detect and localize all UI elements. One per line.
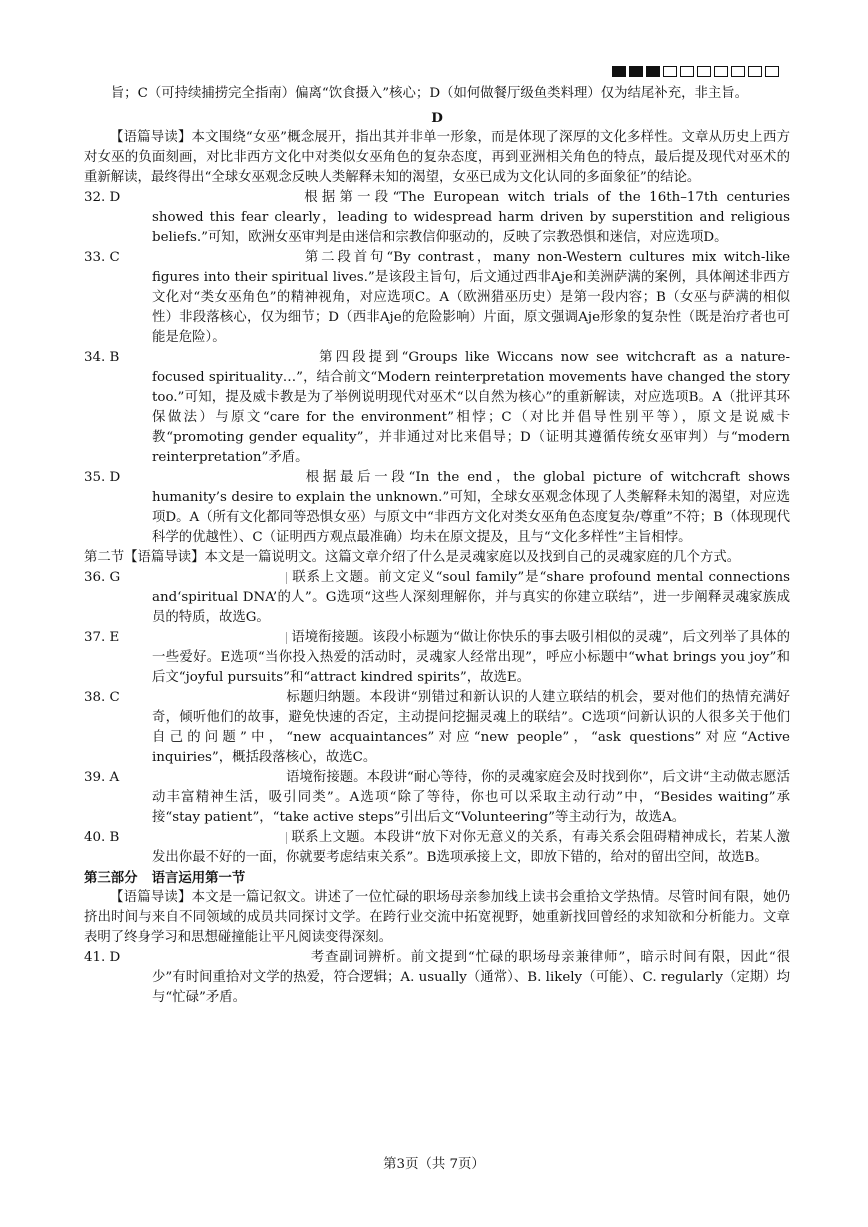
- answer-item-33: [84, 248, 790, 348]
- answer-explanation: 语境衔接题。该段小标题为“做让你快乐的事去吸引相似的灵魂”，后文列举了具体的一些爱好。E选项“当你投入热爱的活动时，灵魂家人经常出现”，呼应小标题中“what brings you joy”和后文“joyful pursuits”和“attract kindred spirits”，故选E。: [152, 630, 790, 685]
- answer-item-39: [84, 768, 790, 828]
- answer-item-37: [84, 628, 790, 688]
- answer-number: 41. D: [84, 950, 121, 965]
- answer-number: 37. E: [84, 630, 120, 645]
- answer-item-32: [84, 188, 790, 248]
- answer-explanation: 语境衔接题。本段讲“耐心等待，你的灵魂家庭会及时找到你”，后文讲“主动做志愿活动丰富精神生活，吸引同类”。A选项“除了等待，你也可以采取主动行动”中，“Besides waiting”承接“stay patient”，“take active steps”引出后文“Volunteering”等主动行为，故选A。: [152, 770, 790, 825]
- answer-explanation: 第二段首句“By contrast，many non-Western cultures mix witch-like figures into their spiritual lives.”是该段主旨句，后文通过西非Aje和美洲萨满的案例，具体阐述非西方文化对“类女巫角色”的精神视角，对应选项C。A（欧洲猎巫历史）是第一段内容；B（女巫与萨满的相似性）非段落核心，仅为细节；D（西非Aje的危险影响）片面，原文强调Aje形象的复杂性（既是治疗者也可能是危险）。: [152, 250, 790, 345]
- answer-explanation: 根据第一段“The European witch trials of the 16th–17th centuries showed this fear clearly，leading to widespread harm driven by superstition and religious beliefs.”可知，欧洲女巫审判是由迷信和宗教信仰驱动的，反映了宗教恐惧和迷信，对应选项D。: [152, 190, 790, 245]
- answer-item-41: [84, 948, 790, 1008]
- answer-item-34: [84, 348, 790, 468]
- page-progress-indicator: [612, 66, 779, 77]
- progress-square-empty: [714, 66, 728, 77]
- answer-number: 33. C: [84, 250, 120, 265]
- progress-square-empty: [680, 66, 694, 77]
- progress-square-empty: [697, 66, 711, 77]
- part-d-heading: D: [431, 110, 443, 126]
- answer-explanation: 根据最后一段“In the end，the global picture of witchcraft shows humanity’s desire to explain the unknown.”可知，全球女巫观念体现了人类解释未知的渴望，对应选项D。A（所有文化都同等恐惧女巫）与原文中“非西方文化对类女巫角色态度复杂/尊重”不符；B（体现现代科学的优越性）、C（证明西方观点最准确）均未在原文提及，且与“文化多样性”主旨相悖。: [152, 470, 790, 545]
- page-content: [84, 84, 790, 1008]
- progress-square-filled: [646, 66, 660, 77]
- answer-number: 34. B: [84, 350, 120, 365]
- previous-answer-continuation: 旨；C（可持续捕捞完全指南）偏离“饮食摄入”核心；D（如何做餐厅级鱼类料理）仅为结尾补充，非主旨。: [110, 86, 749, 101]
- part3-answers: [84, 948, 790, 1008]
- section2-label: 第二节: [84, 550, 125, 565]
- answer-item-35: [84, 468, 790, 548]
- answer-number: 38. C: [84, 690, 120, 705]
- answer-item-36: [84, 568, 790, 628]
- answer-number: 32. D: [84, 190, 121, 205]
- answer-explanation: 考查副词辨析。前文提到“忙碌的职场母亲兼律师”，暗示时间有限，因此“很少”有时间重拾对文学的热爱，符合逻辑；A. usually（通常）、B. likely（可能）、C. regularly（定期）均与“忙碌”矛盾。: [152, 950, 790, 1005]
- answer-number: 39. A: [84, 770, 120, 785]
- answer-number: 40. B: [84, 830, 120, 845]
- part3-heading: [84, 868, 790, 888]
- part3-subtitle: 语言运用第一节: [151, 870, 246, 886]
- part-d-answers: [84, 188, 790, 548]
- part-d-guide: 【语篇导读】本文围绕“女巫”概念展开，指出其并非单一形象，而是体现了深厚的文化多样性。文章从历史上西方对女巫的负面刻画，对比非西方文化中对类似女巫角色的复杂态度，再到亚洲相关角色的特点，最后提及现代对巫术的重新解读，最终得出“全球女巫观念反映人类解释未知的渴望，女巫已成为文化认同的多面象征”的结论。: [84, 130, 790, 185]
- answer-explanation: 标题归纳题。本段讲“别错过和新认识的人建立联结的机会，要对他们的热情充满好奇，倾听他们的故事，避免快速的否定，主动提问挖掘灵魂上的联结”。C选项“问新认识的人很多关于他们自己的问题”中，“new acquaintances”对应“new people”，“ask questions”对应“Active inquiries”，概括段落核心，故选C。: [152, 690, 790, 765]
- part3-guide: 【语篇导读】本文是一篇记叙文。讲述了一位忙碌的职场母亲参加线上读书会重拾文学热情。尽管时间有限，她仍挤出时间与来自不同领域的成员共同探讨文学。在跨行业交流中拓宽视野，她重新找回曾经的求知欲和分析能力。文章表明了终身学习和思想碰撞能让平凡阅读变得深刻。: [84, 890, 790, 945]
- page-number-footer: 第3页（共 7页）: [383, 1157, 485, 1172]
- progress-square-empty: [765, 66, 779, 77]
- progress-square-empty: [748, 66, 762, 77]
- answer-explanation: 第四段提到“Groups like Wiccans now see witchcraft as a nature-focused spirituality…”，结合前文“Modern reinterpretation movements have changed the story too.”可知，提及威卡教是为了举例说明现代对巫术“以自然为核心”的重新解读，对应选项B。A（批评其环保做法）与原文“care for the environment”相悖；C（对比并倡导性别平等），原文是说威卡教“promoting gender equality”，并非通过对比来倡导；D（证明其遵循传统女巫审判）与“modern reinterpretation”矛盾。: [152, 350, 790, 465]
- answer-item-40: [84, 828, 790, 868]
- section2-answers: [84, 568, 790, 868]
- section2-guide: 第二节【语篇导读】本文是一篇说明文。这篇文章介绍了什么是灵魂家庭以及找到自己的灵魂家庭的几个方式。: [84, 550, 741, 565]
- progress-square-empty: [731, 66, 745, 77]
- progress-square-empty: [663, 66, 677, 77]
- part3-title: 第三部分: [84, 870, 138, 886]
- progress-square-filled: [629, 66, 643, 77]
- answer-number: 35. D: [84, 470, 121, 485]
- progress-square-filled: [612, 66, 626, 77]
- answer-item-38: [84, 688, 790, 768]
- answer-explanation: 联系上文题。前文定义“soul family”是“share profound mental connections and‘spiritual DNA’的人”。G选项“这些人深刻理解你，并与真实的你建立联结”，进一步阐释灵魂家族成员的特质，故选G。: [152, 570, 790, 625]
- answer-number: 36. G: [84, 570, 121, 585]
- answer-explanation: 联系上文题。本段讲“放下对你无意义的关系，有毒关系会阻碍精神成长，若某人激发出你最不好的一面，你就要考虑结束关系”。B选项承接上文，即放下错的，给对的留出空间，故选B。: [152, 830, 790, 865]
